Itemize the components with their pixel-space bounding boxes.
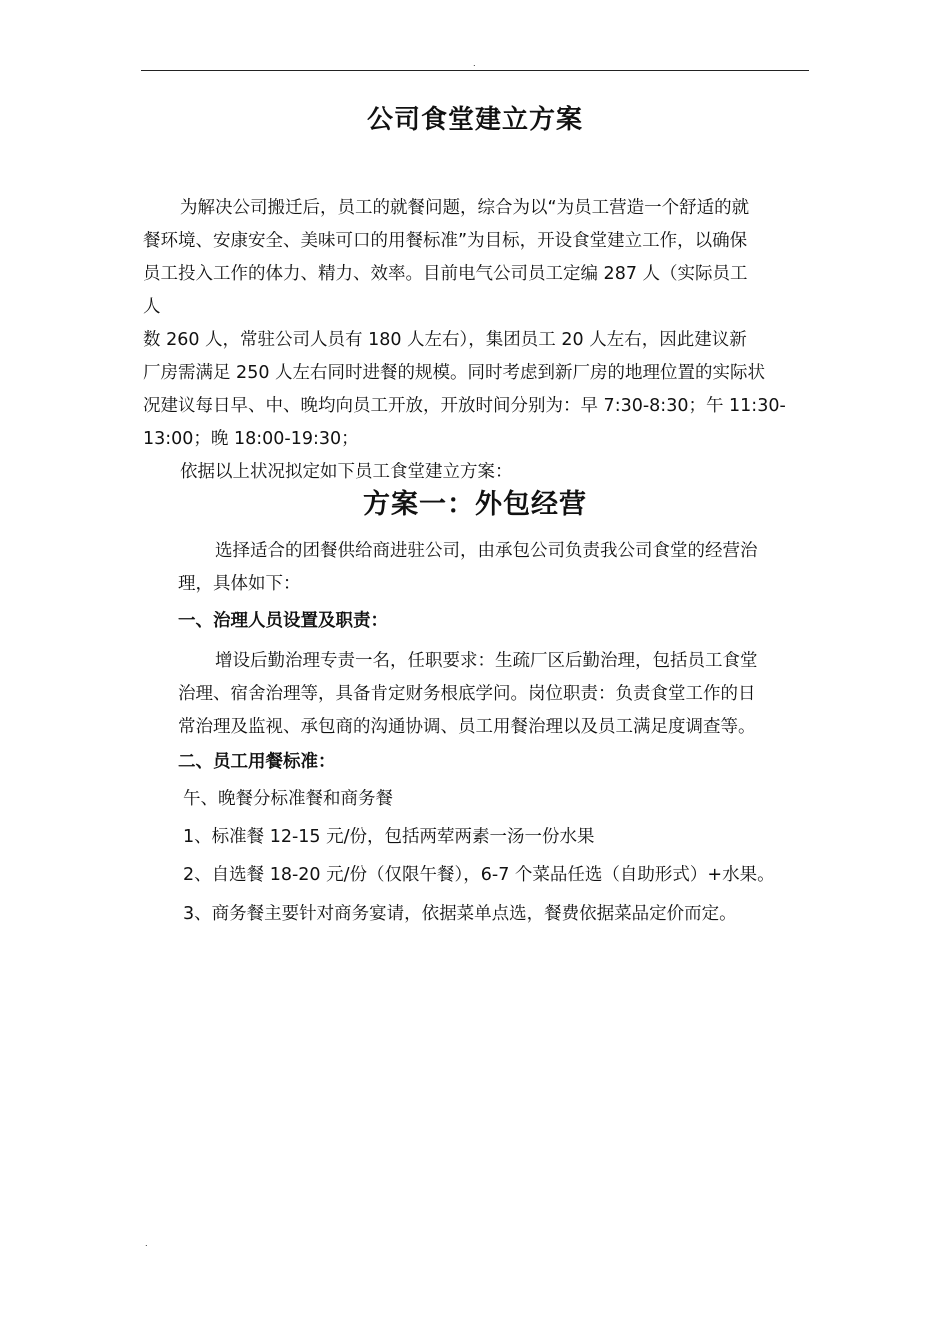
intro-line: 人 xyxy=(143,297,161,317)
meal-line: 午、晚餐分标准餐和商务餐 xyxy=(183,789,393,809)
plan-intro-line: 选择适合的团餐供给商进驻公司，由承包公司负责我公司食堂的经营治 xyxy=(215,541,758,561)
page-title: 公司食堂建立方案 xyxy=(366,105,583,135)
plan-one-title: 方案一：外包经营 xyxy=(363,489,587,520)
header-dot: . xyxy=(473,59,476,68)
intro-line: 员工投入工作的体力、精力、效率。目前电气公司员工定编 287 人（实际员工 xyxy=(143,264,748,284)
section-heading-staff: 一、治理人员设置及职责： xyxy=(178,611,388,631)
intro-line: 厂房需满足 250 人左右同时进餐的规模。同时考虑到新厂房的地理位置的实际状 xyxy=(143,363,766,383)
intro-line: 13:00；晚 18:00-19:30； xyxy=(143,429,359,449)
intro-line: 数 260 人，常驻公司人员有 180 人左右），集团员工 20 人左右，因此建议新 xyxy=(143,330,747,350)
meal-line: 1、标准餐 12-15 元/份，包括两荤两素一汤一份水果 xyxy=(183,827,595,847)
meal-line: 3、商务餐主要针对商务宴请，依据菜单点选，餐费依据菜品定价而定。 xyxy=(183,904,737,924)
staff-line: 治理、宿舍治理等，具备肯定财务根底学问。岗位职责：负责食堂工作的日 xyxy=(178,684,756,704)
footer-dot: . xyxy=(145,1239,148,1248)
header-rule xyxy=(141,70,809,71)
intro-summary: 依据以上状况拟定如下员工食堂建立方案： xyxy=(180,462,513,482)
meal-line: 2、自选餐 18-20 元/份（仅限午餐），6-7 个菜品任选（自助形式）+水果。 xyxy=(183,865,775,885)
intro-line: 为解决公司搬迁后，员工的就餐问题，综合为以“为员工营造一个舒适的就 xyxy=(180,198,750,218)
staff-line: 常治理及监视、承包商的沟通协调、员工用餐治理以及员工满足度调查等。 xyxy=(178,717,756,737)
section-heading-meals: 二、员工用餐标准： xyxy=(178,752,336,772)
plan-intro-line: 理，具体如下： xyxy=(178,574,301,594)
intro-line: 餐环境、安康安全、美味可口的用餐标准”为目标，开设食堂建立工作，以确保 xyxy=(143,231,748,251)
staff-line: 增设后勤治理专责一名，任职要求：生疏厂区后勤治理，包括员工食堂 xyxy=(215,651,758,671)
intro-line: 况建议每日早、中、晚均向员工开放，开放时间分别为：早 7:30-8:30；午 11:30- xyxy=(143,396,786,416)
